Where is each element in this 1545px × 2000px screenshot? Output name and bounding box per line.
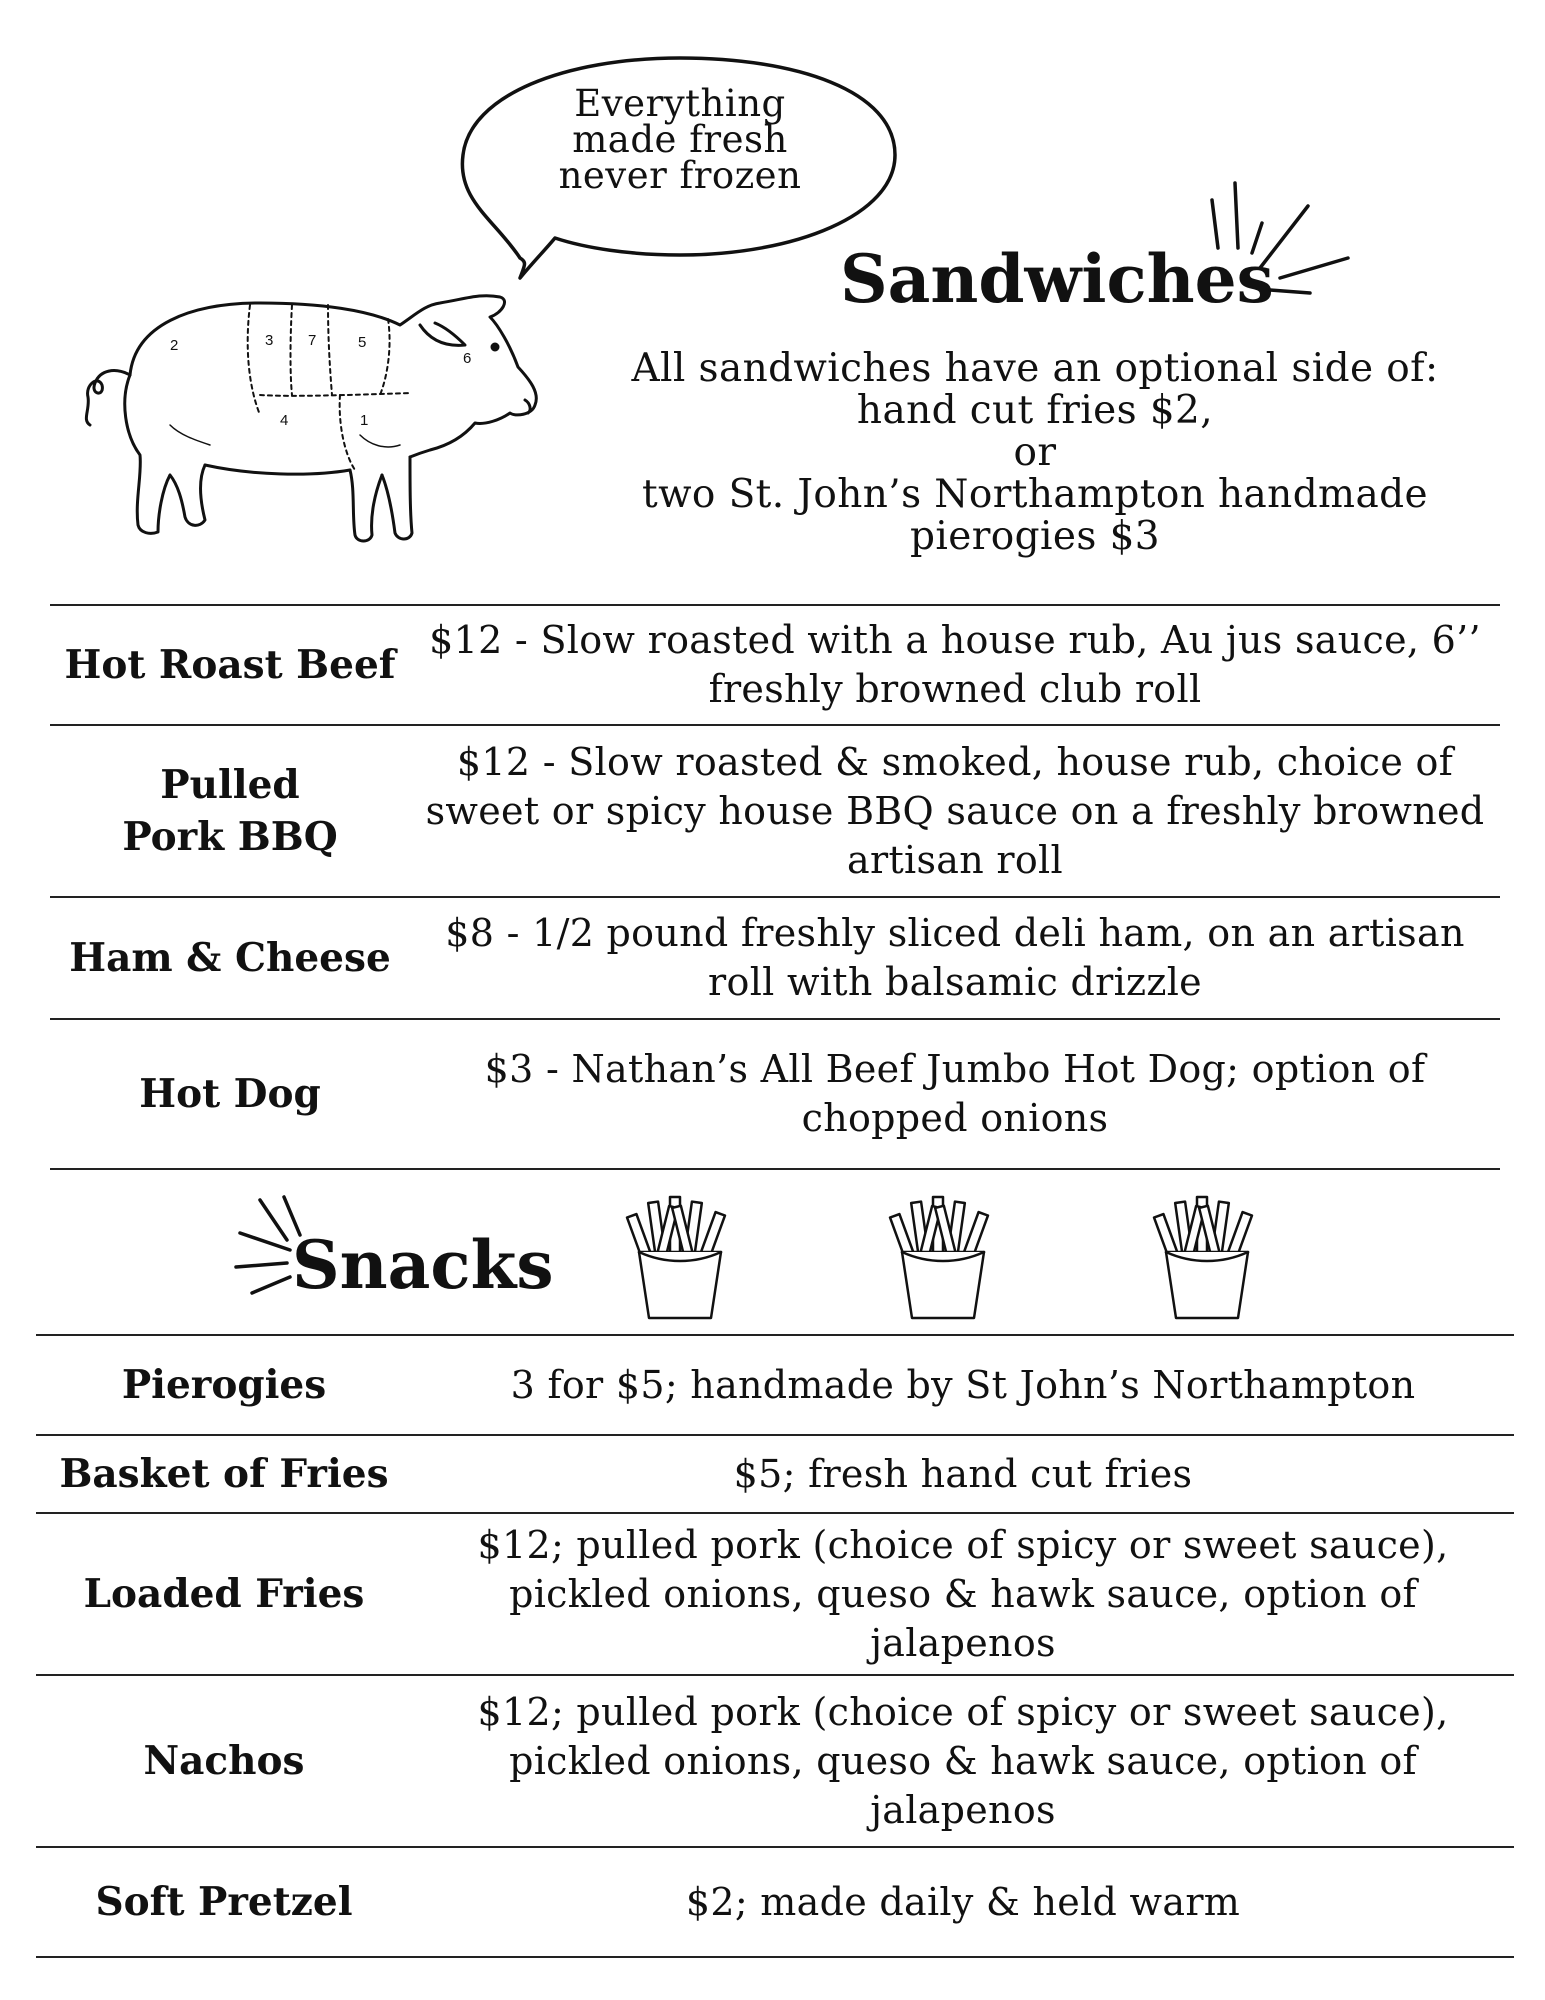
menu-row-ham-cheese — [50, 898, 1500, 1018]
pig-butcher-diagram-icon — [70, 285, 550, 555]
item-name: Pulled Pork BBQ — [122, 762, 338, 860]
item-name: Soft Pretzel — [95, 1879, 353, 1925]
item-description: $12; pulled pork (choice of spicy or sweet sauce), pickled onions, queso & hawk sauce, option of jalapenos — [477, 1689, 1449, 1832]
bubble-line: Everything — [574, 82, 786, 125]
pig-cut-number: 3 — [265, 332, 274, 349]
menu-row-basket-of-fries — [36, 1436, 1514, 1512]
fries-carton-icon — [1152, 1192, 1262, 1322]
snacks-title: Snacks — [292, 1226, 554, 1304]
menu-row-hot-roast-beef — [50, 606, 1500, 724]
fries-carton-icon — [625, 1192, 735, 1322]
pig-cut-number: 5 — [358, 334, 367, 351]
menu-row-loaded-fries — [36, 1514, 1514, 1674]
item-name: Hot Dog — [139, 1071, 321, 1117]
item-name: Nachos — [143, 1738, 305, 1784]
divider — [36, 1956, 1514, 1958]
item-name: Basket of Fries — [59, 1451, 389, 1497]
fries-carton-icon — [888, 1192, 998, 1322]
menu-row-pulled-pork-bbq — [50, 726, 1500, 896]
item-name: Loaded Fries — [83, 1571, 365, 1617]
pig-cut-number: 1 — [360, 412, 369, 429]
item-description: $12 - Slow roasted with a house rub, Au jus sauce, 6’’ freshly browned club roll — [429, 618, 1481, 711]
menu-row-nachos — [36, 1676, 1514, 1846]
intro-line: or — [1013, 430, 1057, 475]
sandwiches-title: Sandwiches — [840, 240, 1274, 318]
intro-line: two St. John’s Northampton handmade — [642, 472, 1428, 517]
intro-line: pierogies $3 — [910, 514, 1160, 559]
bubble-text — [530, 82, 830, 197]
intro-line: All sandwiches have an optional side of: — [631, 346, 1439, 391]
item-description: $12; pulled pork (choice of spicy or sweet sauce), pickled onions, queso & hawk sauce, option of jalapenos — [477, 1522, 1449, 1665]
bubble-line: never frozen — [558, 154, 802, 197]
item-description: $3 - Nathan’s All Beef Jumbo Hot Dog; option of chopped onions — [484, 1047, 1426, 1140]
pig-cut-number: 4 — [280, 412, 289, 429]
item-description: $8 - 1/2 pound freshly sliced deli ham, on an artisan roll with balsamic drizzle — [445, 911, 1465, 1004]
emphasis-rays-icon — [1200, 178, 1350, 308]
intro-line: hand cut fries $2, — [856, 388, 1214, 433]
pig-cut-number: 2 — [170, 337, 179, 354]
menu-row-soft-pretzel — [36, 1848, 1514, 1956]
sandwiches-intro — [600, 348, 1470, 558]
menu-row-pierogies — [36, 1336, 1514, 1434]
pig-cut-number: 7 — [308, 332, 317, 349]
item-name: Pierogies — [121, 1362, 327, 1408]
divider — [50, 1168, 1500, 1170]
item-description: $2; made daily & held warm — [685, 1879, 1241, 1924]
pig-cut-number: 6 — [463, 350, 472, 367]
item-description: $12 - Slow roasted & smoked, house rub, choice of sweet or spicy house BBQ sauce on a freshly browned artisan roll — [425, 739, 1485, 882]
item-description: 3 for $5; handmade by St John’s Northampton — [510, 1362, 1416, 1407]
item-name: Hot Roast Beef — [64, 642, 396, 688]
item-description: $5; fresh hand cut fries — [733, 1451, 1193, 1496]
item-name: Ham & Cheese — [69, 935, 391, 981]
bubble-line: made fresh — [572, 118, 788, 161]
menu-row-hot-dog — [50, 1020, 1500, 1168]
